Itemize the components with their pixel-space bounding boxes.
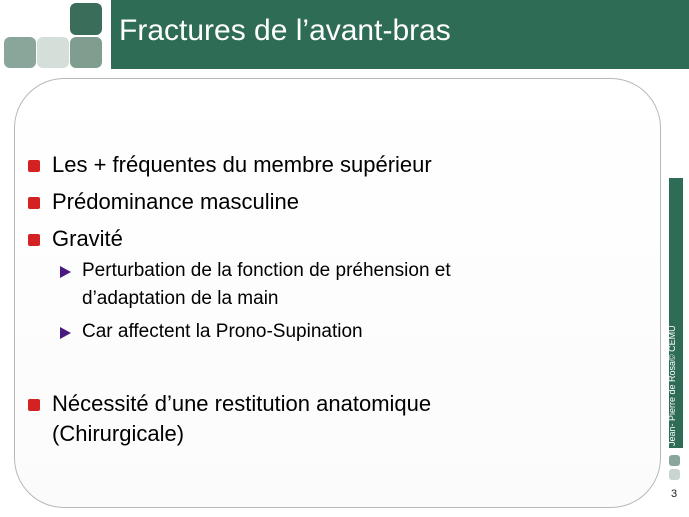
logo-square-bottom-left: [4, 37, 36, 68]
sub-bullet-1-line-2: d’adaptation de la main: [82, 288, 279, 309]
bullet-4-line-2: (Chirurgicale): [52, 421, 185, 446]
page-number: 3: [671, 488, 678, 500]
bullet-marker: [28, 160, 40, 172]
side-square-2: [669, 469, 680, 480]
side-credit: Jean- Pierre de Rosa© CEMU: [667, 325, 677, 446]
side-square-1: [669, 455, 680, 466]
bullet-2: Prédominance masculine: [52, 189, 300, 214]
sub-bullet-1-line-1: Perturbation de la fonction de préhension et: [82, 260, 451, 281]
bullet-4-line-1: Nécessité d’une restitution anatomique: [52, 391, 432, 416]
sub-bullet-marker: [60, 327, 71, 339]
slide-title: Fractures de l’avant-bras: [119, 14, 451, 47]
sub-bullet-2: Car affectent la Prono-Supination: [82, 321, 363, 342]
logo-square-bottom-right: [70, 37, 102, 68]
sub-bullet-marker: [60, 266, 71, 278]
logo-square-bottom-middle: [37, 37, 69, 68]
bullet-3: Gravité: [52, 226, 123, 251]
bullet-marker: [28, 234, 40, 246]
bullet-marker: [28, 399, 40, 411]
logo-square-top: [70, 3, 102, 35]
bullet-1: Les + fréquentes du membre supérieur: [52, 152, 432, 177]
bullet-marker: [28, 197, 40, 209]
